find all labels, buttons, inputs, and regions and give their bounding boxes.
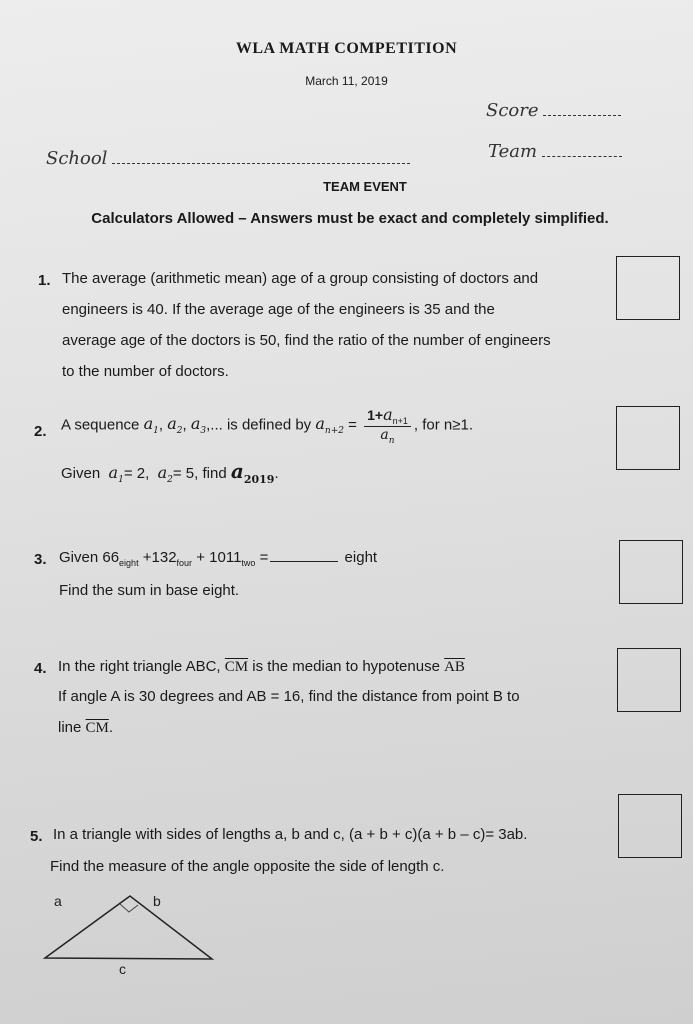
- question-5-answer-box[interactable]: [618, 794, 682, 858]
- question-1-number: 1.: [38, 272, 51, 289]
- side-label-b: b: [153, 893, 161, 909]
- question-3-line-1: Given $66_{eight} +132_{four} + 1011_{two}$ = eight: [59, 549, 378, 568]
- question-2-given: Given: [61, 465, 101, 482]
- segment-ab: $\overline{AB}$: [444, 659, 465, 675]
- score-label: Score: [486, 100, 539, 121]
- question-2-intro: A sequence: [61, 416, 140, 434]
- question-5-number: 5.: [30, 828, 43, 845]
- school-label: School: [46, 148, 108, 169]
- competition-title: WLA MATH COMPETITION: [235, 40, 458, 57]
- question-3-blank[interactable]: [270, 560, 338, 562]
- question-1-line: engineers is 40. If the average age of the engineers is 35 and the: [62, 301, 495, 318]
- recurrence-fraction: $\frac{1+a_{n+1}}{a_n}$: [364, 405, 411, 446]
- seq-term-3: $a_3$: [190, 414, 207, 437]
- question-3-answer-box[interactable]: [619, 540, 683, 604]
- question-1-answer-box[interactable]: [616, 256, 680, 320]
- question-1-text: [62, 263, 610, 387]
- triangle-diagram: [40, 888, 230, 978]
- competition-date: March 11, 2019: [305, 74, 388, 88]
- question-5-line-1: In a triangle with sides of lengths a, b and c, (a + b + c)(a + b – c)= 3ab.: [53, 826, 528, 843]
- question-2-answer-box[interactable]: [616, 406, 680, 470]
- question-4-answer-box[interactable]: [617, 648, 681, 712]
- team-label: Team: [488, 141, 538, 162]
- question-2-defined: is defined by: [226, 416, 312, 434]
- triangle-shape: [45, 896, 212, 959]
- team-blank[interactable]: [542, 155, 622, 157]
- score-blank[interactable]: [543, 114, 621, 116]
- team-field: [488, 141, 622, 162]
- school-field: [46, 148, 410, 169]
- target-term: $a_{2019}$: [230, 459, 275, 486]
- school-blank[interactable]: [112, 162, 410, 164]
- seq-term-2: $a_2$: [167, 414, 183, 437]
- side-label-c: c: [119, 961, 126, 977]
- segment-cm-2: $\overline{CM}$: [85, 720, 109, 736]
- question-1-line: average age of the doctors is 50, find the ratio of the number of engineers: [62, 332, 551, 349]
- instructions: Calculators Allowed – Answers must be exact and completely simplified.: [91, 210, 609, 227]
- segment-cm: $\overline{CM}$: [224, 659, 249, 675]
- event-heading: TEAM EVENT: [323, 179, 407, 194]
- score-field: [486, 100, 621, 121]
- question-2-condition: , for n≥1.: [413, 416, 473, 434]
- question-2-line-1: A sequence $a_1$, $a_2$, $a_3$,... is defined by $a_{n+2}$ = $\frac{1+a_{n+1}}{a_n}$ , for n≥1.: [61, 405, 473, 446]
- question-2-number: 2.: [34, 423, 47, 440]
- vertex-angle-mark: [120, 904, 138, 912]
- question-3-base: eight: [344, 549, 378, 566]
- question-1-line: The average (arithmetic mean) age of a group consisting of doctors and: [62, 270, 539, 287]
- recurrence-equals: =: [348, 416, 357, 434]
- question-1-line: to the number of doctors.: [62, 363, 229, 380]
- question-4-line-1: In the right triangle ABC, $\overline{CM}$ is the median to hypotenuse $\overline{AB}$: [58, 658, 465, 675]
- question-3-line-2: Find the sum in base eight.: [59, 582, 240, 599]
- question-5-line-2: Find the measure of the angle opposite the side of length c.: [50, 858, 445, 875]
- question-4-number: 4.: [34, 660, 47, 677]
- recurrence-lhs: $a_{n+2}$: [315, 414, 344, 437]
- question-4-line-2: If angle A is 30 degrees and AB = 16, find the distance from point B to: [58, 688, 520, 705]
- side-label-a: a: [54, 893, 62, 909]
- question-2-line-2: Given $a_1= 2$, $a_2= 5$, find $a_{2019}$.: [61, 459, 279, 486]
- question-3-number: 3.: [34, 551, 47, 568]
- seq-term-1: $a_1$: [143, 414, 159, 437]
- question-4-line-3: line $\overline{CM}$.: [58, 719, 114, 736]
